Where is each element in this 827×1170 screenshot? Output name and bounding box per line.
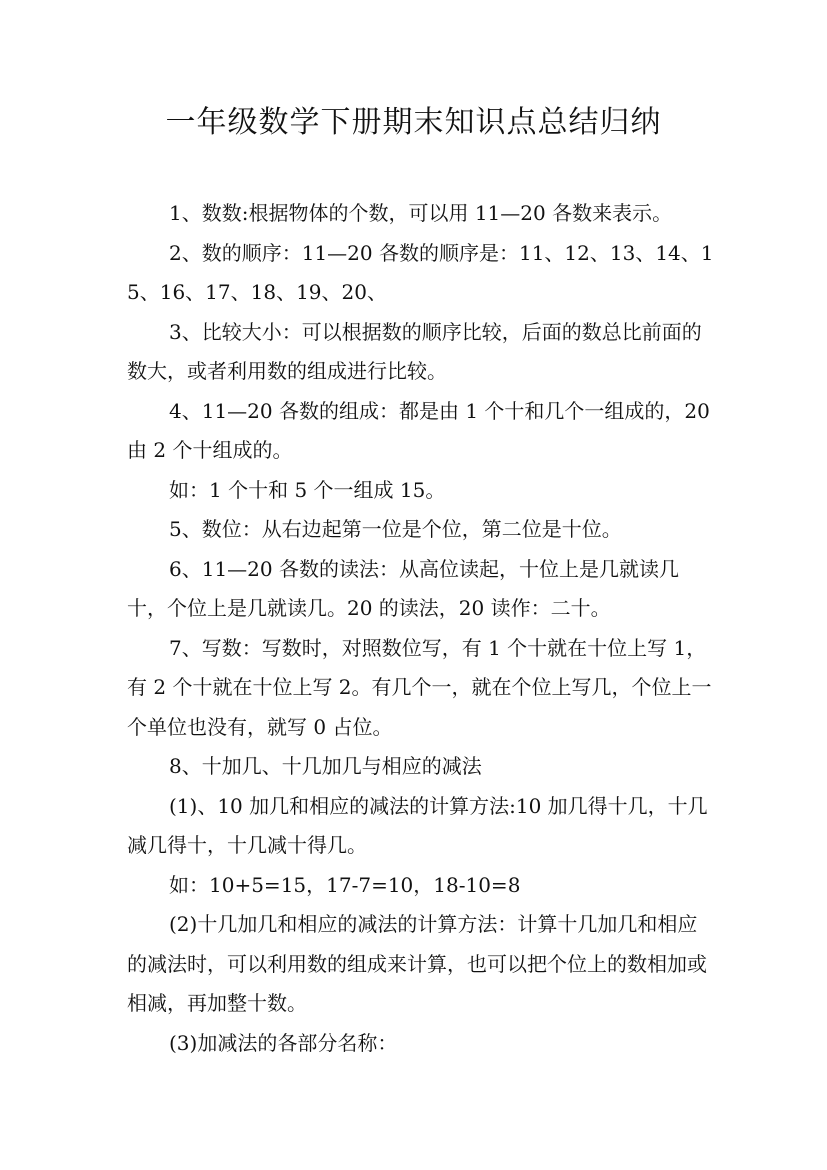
paragraph-writing-numbers: 7、写数：写数时，对照数位写，有 1 个十就在十位上写 1，有 2 个十就在十位上写 2。有几个一，就在个位上写几，个位上一个单位也没有，就写 0 占位。 (127, 635, 712, 739)
paragraph-composition-example: 如：1 个十和 5 个一组成 15。 (169, 477, 446, 502)
paragraph-reading-numbers: 6、11—20 各数的读法：从高位读起，十位上是几就读几十，个位上是几就读几。20 的读法，20 读作：二十。 (127, 556, 679, 620)
paragraph-operation-part-names: (3)加减法的各部分名称： (169, 1030, 398, 1055)
paragraph-ten-plus-method: (1)、10 加几和相应的减法的计算方法:10 加几得十几，十几减几得十，十几减十得几。 (127, 793, 708, 857)
document-body (127, 194, 717, 1063)
paragraph-compare-size: 3、比较大小：可以根据数的顺序比较，后面的数总比前面的数大，或者利用数的组成进行比较。 (127, 319, 702, 383)
paragraph-place-value: 5、数位：从右边起第一位是个位，第二位是十位。 (169, 517, 622, 541)
paragraph-composition: 4、11—20 各数的组成：都是由 1 个十和几个一组成的，20 由 2 个十组成的。 (127, 398, 710, 462)
paragraph-ten-plus-example: 如：10+5=15，17-7=10，18-10=8 (169, 872, 521, 897)
paragraph-addition-subtraction-heading: 8、十加几、十几加几与相应的减法 (169, 754, 482, 778)
paragraph-number-order: 2、数的顺序：11—20 各数的顺序是：11、12、13、14、15、16、17、18、19、20、 (127, 240, 714, 304)
document-title: 一年级数学下册期末知识点总结归纳 (165, 105, 662, 140)
paragraph-teens-plus-method: (2)十几加几和相应的减法的计算方法：计算十几加几和相应的减法时，可以利用数的组成来计算，也可以把个位上的数相加或相减，再加整十数。 (127, 912, 707, 1015)
paragraph-counting: 1、数数:根据物体的个数，可以用 11—20 各数来表示。 (169, 201, 673, 225)
